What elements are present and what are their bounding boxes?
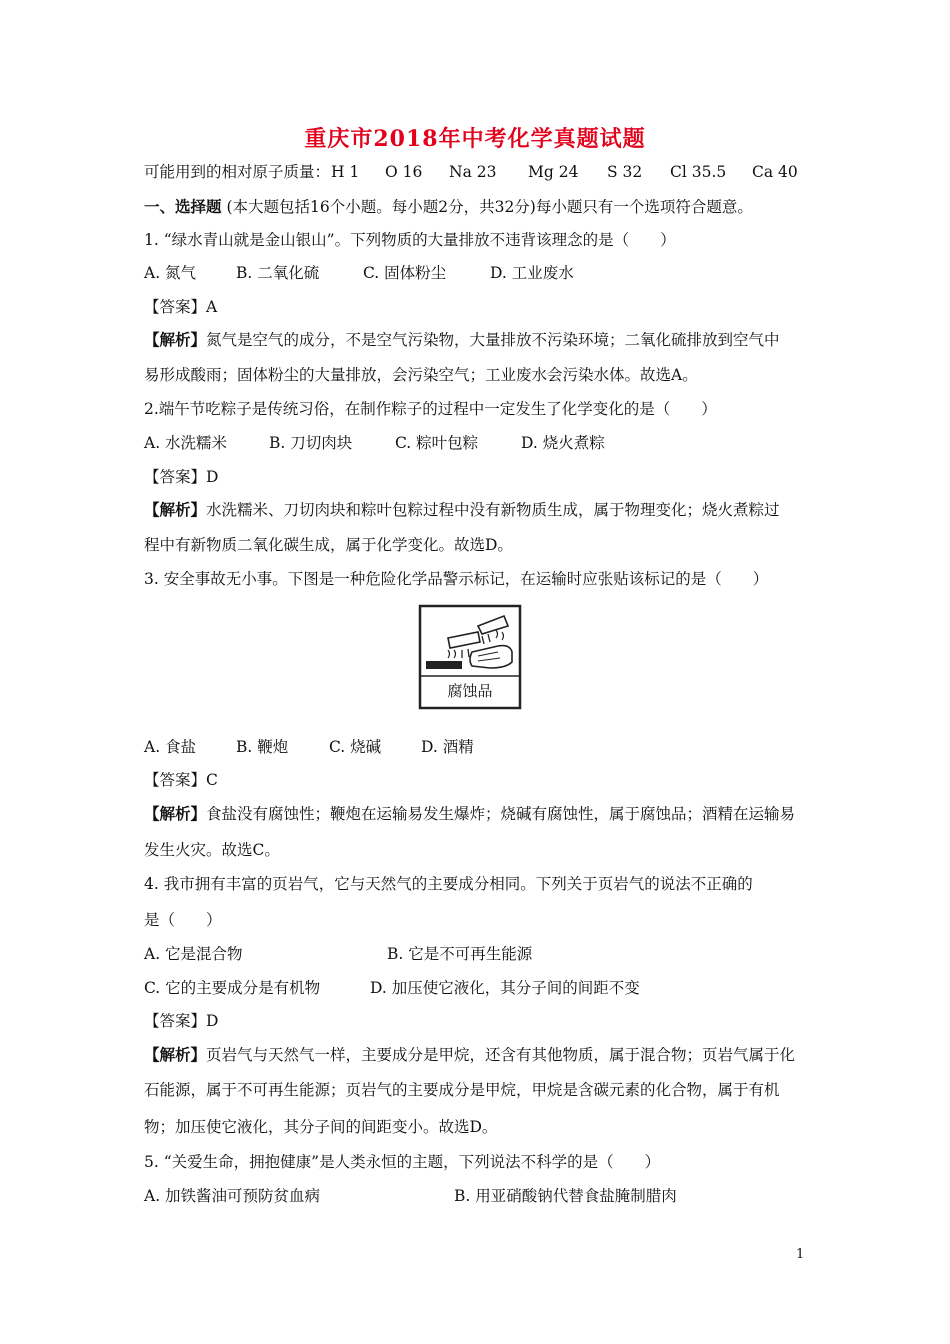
question-5-stem: 5. “关爱生命，拥抱健康”是人类永恒的主题，下列说法不科学的是（ ） (144, 1153, 661, 1171)
question-1-options (144, 263, 574, 283)
page-title: 重庆市2018年中考化学真题试题 (304, 126, 646, 152)
question-4-analysis-line-1 (144, 1045, 795, 1065)
question-2-analysis-line-2: 程中有新物质二氧化碳生成，属于化学变化。故选D。 (144, 536, 513, 554)
question-3-options (144, 737, 474, 757)
sign-label: 腐蚀品 (447, 682, 493, 700)
atomic-masses-line (144, 162, 798, 182)
page-number: 1 (796, 1247, 805, 1262)
analysis-text: 水洗糯米、刀切肉块和粽叶包粽过程中没有新物质生成，属于物理变化；烧火煮粽过 (206, 501, 780, 519)
atomic-mass-item: S 32 (607, 163, 643, 181)
question-2-stem: 2.端午节吃粽子是传统习俗，在制作粽子的过程中一定发生了化学变化的是（ ） (144, 400, 717, 418)
option-a: A. 它是混合物 (144, 945, 243, 963)
option-d: D. 烧火煮粽 (521, 434, 605, 452)
analysis-label: 【解析】 (144, 1045, 207, 1064)
question-4-analysis-line-2: 石能源，属于不可再生能源；页岩气的主要成分是甲烷，甲烷是含碳元素的化合物，属于有机 (144, 1081, 780, 1099)
option-c: C. 它的主要成分是有机物 (144, 979, 321, 997)
option-b: B. 用亚硝酸钠代替食盐腌制腊肉 (454, 1187, 677, 1205)
atomic-mass-item: Cl 35.5 (670, 163, 727, 181)
atomic-mass-item: Mg 24 (528, 163, 579, 181)
section-note: (本大题包括16个小题。每小题2分，共32分)每小题只有一个选项符合题意。 (226, 198, 753, 216)
question-5-options (144, 1186, 677, 1206)
atomic-masses-label: 可能用到的相对原子质量： (144, 163, 331, 181)
option-c: C. 粽叶包粽 (395, 434, 479, 452)
question-1-stem: 1. “绿水青山就是金山银山”。下列物质的大量排放不违背该理念的是（ ） (144, 231, 676, 249)
question-3-stem: 3. 安全事故无小事。下图是一种危险化学品警示标记，在运输时应张贴该标记的是（ ） (144, 570, 769, 588)
question-4-analysis-line-3: 物；加压使它液化，其分子间的间距变小。故选D。 (144, 1118, 498, 1136)
atomic-mass-item: Ca 40 (752, 163, 798, 181)
section-heading: 一、选择题 (144, 197, 222, 216)
option-b: B. 刀切肉块 (269, 434, 353, 452)
option-c: C. 固体粉尘 (363, 264, 447, 282)
question-4-options-row-1 (144, 944, 532, 964)
question-1-analysis-line-2: 易形成酸雨；固体粉尘的大量排放，会污染空气；工业废水会污染水体。故选A。 (144, 366, 698, 384)
atomic-mass-item: Na 23 (449, 163, 497, 181)
question-4-options-row-2 (144, 978, 640, 998)
analysis-label: 【解析】 (144, 500, 207, 519)
question-4-stem-line-2: 是（ ） (144, 911, 222, 929)
option-b: B. 鞭炮 (236, 738, 289, 756)
option-b: B. 它是不可再生能源 (387, 945, 533, 963)
question-3-answer: 【答案】C (144, 771, 218, 789)
corrosive-hazard-sign (418, 604, 522, 710)
option-d: D. 加压使它液化，其分子间的间距不变 (370, 979, 640, 997)
analysis-text: 页岩气与天然气一样，主要成分是甲烷，还含有其他物质，属于混合物；页岩气属于化 (206, 1046, 796, 1064)
question-3-analysis-line-2: 发生火灾。故选C。 (144, 841, 280, 859)
section-heading-line (144, 197, 753, 217)
option-a: A. 氮气 (144, 264, 197, 282)
atomic-mass-item: O 16 (385, 163, 423, 181)
corrosive-hazard-icon (418, 604, 522, 710)
option-a: A. 加铁酱油可预防贫血病 (144, 1187, 321, 1205)
question-2-options (144, 433, 605, 453)
analysis-text: 氮气是空气的成分，不是空气污染物，大量排放不污染环境；二氧化硫排放到空气中 (206, 331, 780, 349)
question-2-analysis-line-1 (144, 500, 780, 520)
option-a: A. 水洗糯米 (144, 434, 228, 452)
analysis-text: 食盐没有腐蚀性；鞭炮在运输易发生爆炸；烧碱有腐蚀性，属于腐蚀品；酒精在运输易 (206, 805, 796, 823)
atomic-mass-item: H 1 (331, 163, 360, 181)
analysis-label: 【解析】 (144, 330, 207, 349)
option-d: D. 酒精 (421, 738, 474, 756)
question-2-answer: 【答案】D (144, 468, 219, 486)
question-1-answer: 【答案】A (144, 298, 218, 316)
option-b: B. 二氧化硫 (236, 264, 320, 282)
option-a: A. 食盐 (144, 738, 197, 756)
analysis-label: 【解析】 (144, 804, 207, 823)
question-3-analysis-line-1 (144, 804, 795, 824)
question-4-answer: 【答案】D (144, 1012, 219, 1030)
option-c: C. 烧碱 (329, 738, 382, 756)
question-4-stem-line-1: 4. 我市拥有丰富的页岩气，它与天然气的主要成分相同。下列关于页岩气的说法不正确的 (144, 875, 753, 893)
option-d: D. 工业废水 (490, 264, 574, 282)
question-1-analysis-line-1 (144, 330, 780, 350)
